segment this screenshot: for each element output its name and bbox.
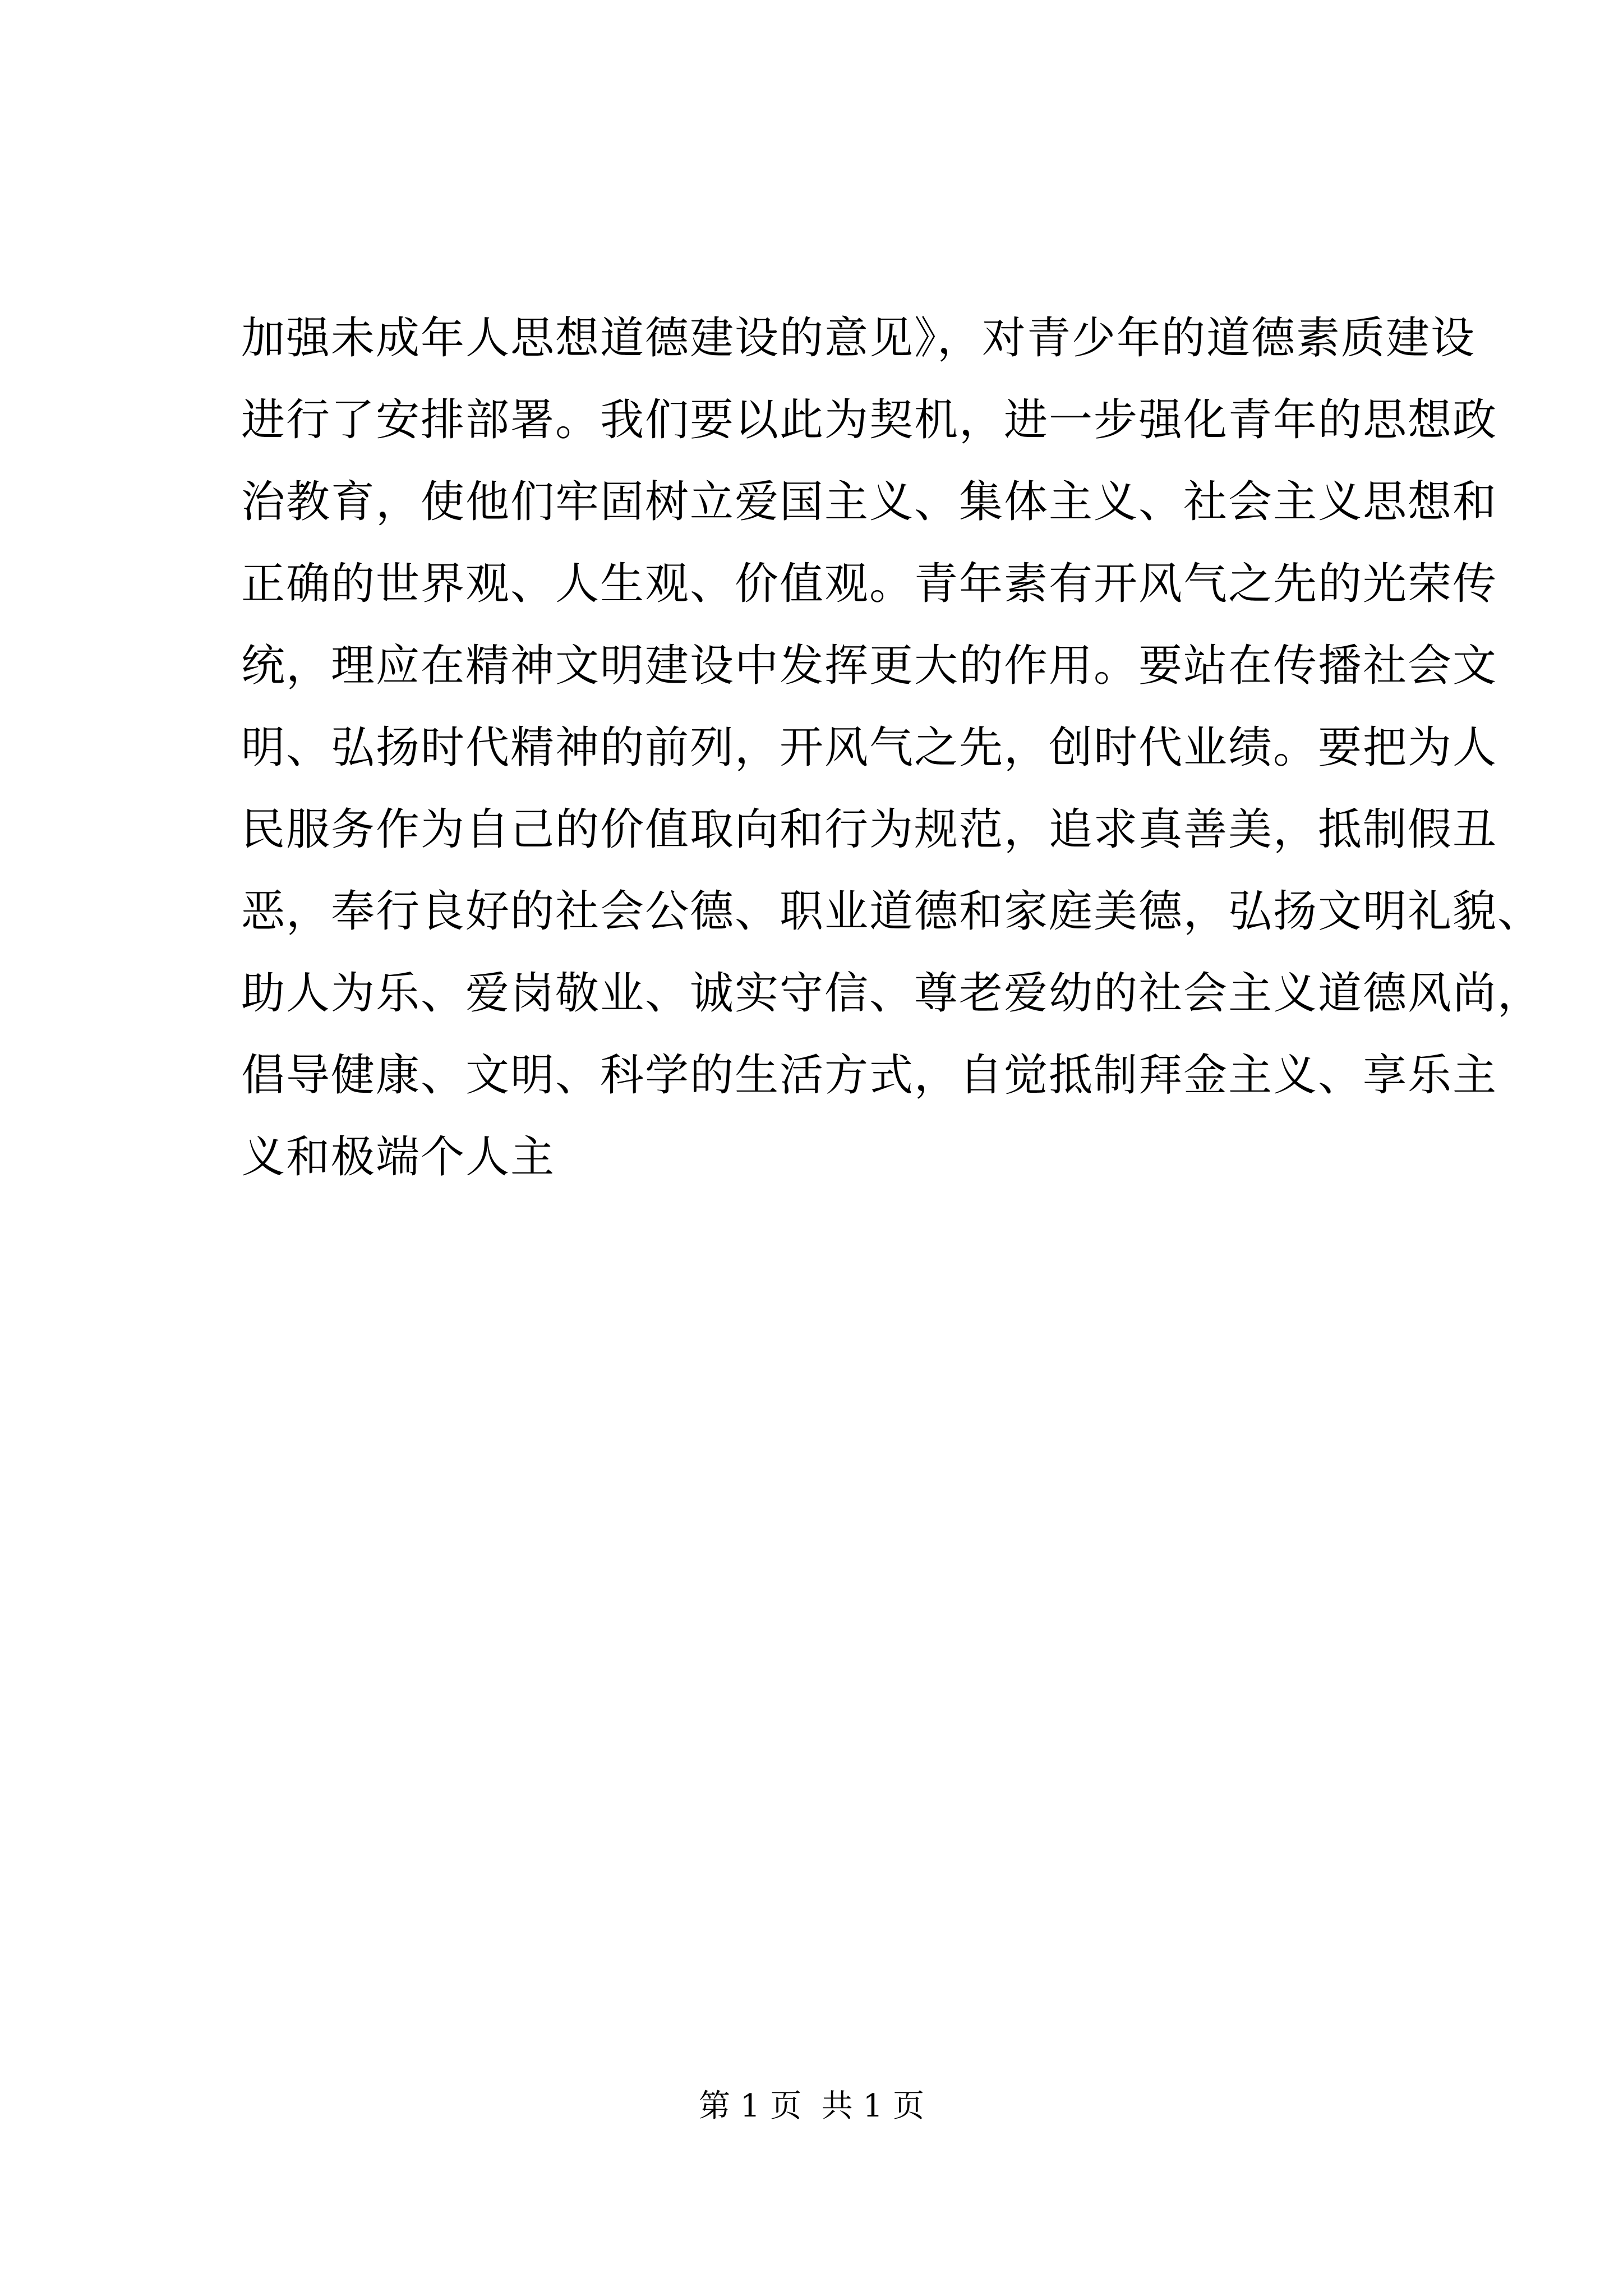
text-line: 正确的世界观、人生观、价值观。青年素有开风气之先的光荣传 — [241, 559, 1498, 609]
page-footer: 第 1 页 共 1 页 — [698, 2088, 925, 2124]
text-line: 恶，奉行良好的社会公德、职业道德和家庭美德，弘扬文明礼貌、 — [241, 886, 1543, 937]
text-line: 治教育，使他们牢固树立爱国主义、集体主义、社会主义思想和 — [241, 477, 1498, 527]
text-line: 明、弘扬时代精神的前列，开风气之先，创时代业绩。要把为人 — [241, 723, 1498, 773]
text-line: 助人为乐、爱岗敬业、诚实守信、尊老爱幼的社会主义道德风尚， — [241, 968, 1543, 1019]
text-line-last: 义和极端个人主 — [241, 1132, 556, 1182]
text-line: 民服务作为自己的价值取向和行为规范，追求真善美，抵制假丑 — [241, 804, 1498, 855]
body-paragraph — [241, 297, 1543, 1198]
text-line: 统，理应在精神文明建设中发挥更大的作用。要站在传播社会文 — [241, 641, 1498, 691]
text-line: 加强未成年人思想道德建设的意见》，对青少年的道德素质建设 — [241, 313, 1476, 364]
text-line: 倡导健康、文明、科学的生活方式，自觉抵制拜金主义、享乐主 — [241, 1050, 1498, 1101]
text-line: 进行了安排部署。我们要以此为契机，进一步强化青年的思想政 — [241, 395, 1498, 445]
